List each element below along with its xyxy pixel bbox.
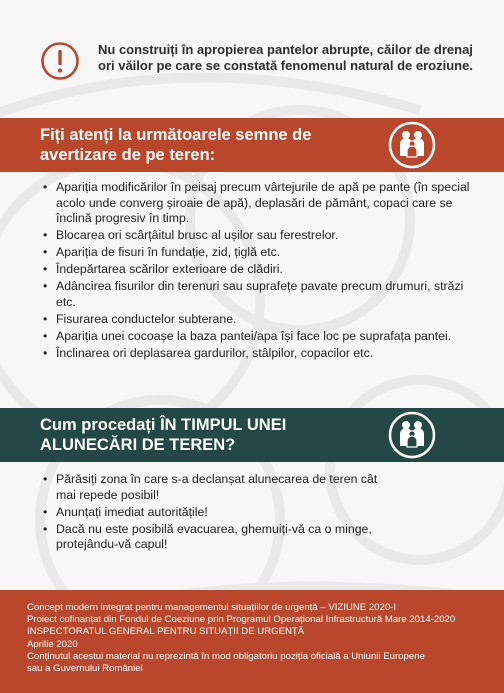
warning-signs-list [40,180,480,363]
footer-line: Concept modern integrat pentru managementul situațiilor de urgență – VIZIUNE 2020-I [27,602,397,613]
list-item: • Anunțați imediat autoritățile! [43,504,208,519]
list-item: • Înclinarea ori deplasarea gardurilor, stâlpilor, copacilor etc. [43,346,374,361]
family-icon [387,120,437,170]
list-item: • Părăsiți zona în care s-a declanșat alunecarea de teren cât mai repede posibil! [43,472,378,502]
during-landslide-title: Cum procedați ÎN TIMPUL UNEI ALUNECĂRI DE TEREN? [40,416,287,454]
warning-text: Nu construiți în apropierea pantelor abrupte, căilor de drenaj ori văilor pe care se constată fenomenul natural de eroziune. [98,42,473,73]
during-landslide-banner [0,408,504,462]
list-item: • Blocarea ori scârțâitul brusc al ușilor sau ferestrelor. [43,228,339,243]
warning-signs-banner [0,118,504,172]
exclamation-circle-icon [40,41,80,81]
footer-line: Conținutul acestui material nu reprezintă în mod obligatoriu poziția oficială a Uniunii Europene [27,650,425,662]
footer-line: Aprilie 2020 [27,638,78,650]
warning-notice [40,38,480,98]
footer [0,590,504,693]
list-item: • Adâncirea fisurilor din terenuri sau suprafețe pavate precum drumuri, străzi etc. [43,279,464,309]
list-item: • Apariția unei cocoașe la baza pantei/apa își face loc pe suprafața pantei. [43,329,452,344]
list-item: • Îndepărtarea scărilor exterioare de clădiri. [43,262,283,277]
footer-line: INSPECTORATUL GENERAL PENTRU SITUAȚII DE URGENȚĂ [27,626,305,638]
list-item: • Apariția de fisuri în fundație, zid, țiglă etc. [43,245,281,260]
family-icon [387,410,437,460]
footer-line: Proiect cofinanțat din Fondul de Coeziune prin Programul Operațional Infrastructură Mare 2014-2020 [27,614,456,626]
list-item: • Apariția modificărilor în peisaj precum vârtejurile de apă pe pante (în special acolo unde converg șiroaie de apă), deplasări de pământ, copaci care se înclină progresiv în timp. [43,180,470,225]
during-landslide-list [40,472,480,554]
list-item: • Dacă nu este posibilă evacuarea, ghemuiți-vă ca o minge, protejându-vă capul! [43,521,372,552]
list-item: • Fisurarea conductelor subterane. [43,311,237,326]
warning-signs-title: Fiți atenți la următoarele semne de avertizare de pe teren: [40,126,312,164]
footer-line: sau a Guvernului României [27,663,143,675]
